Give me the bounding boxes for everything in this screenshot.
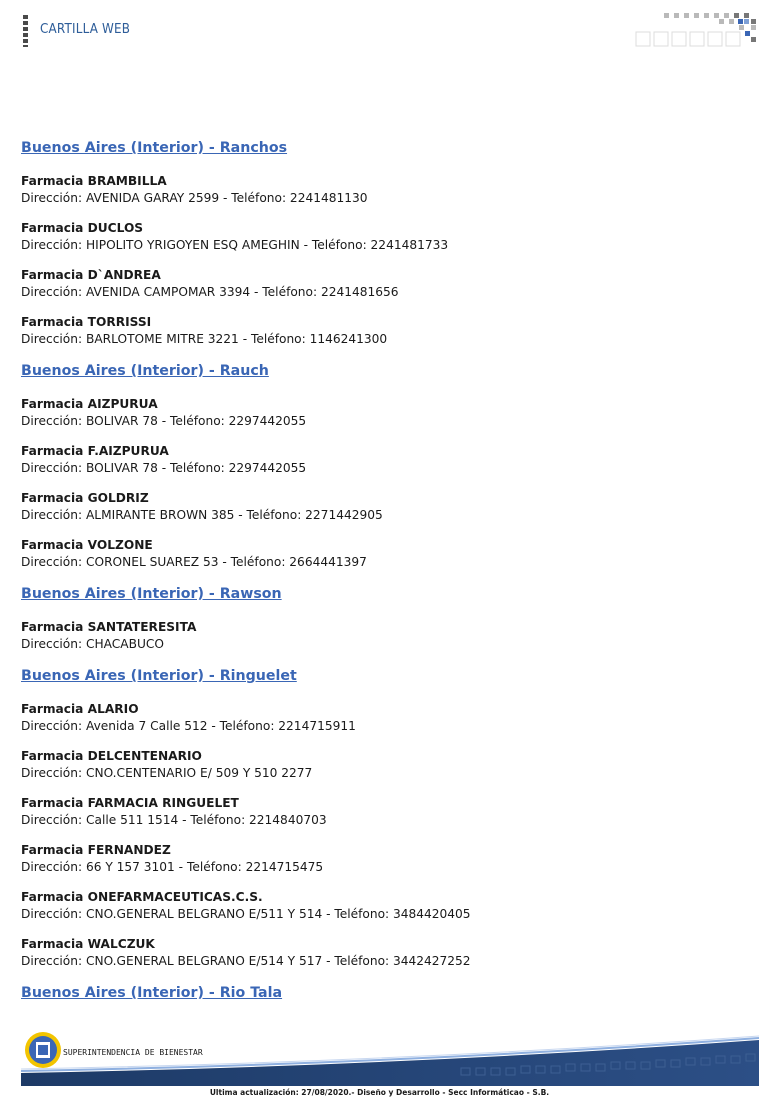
section-title-link[interactable]: Buenos Aires (Interior) - Rio Tala xyxy=(21,985,283,1001)
pharmacy-entry xyxy=(21,267,741,301)
pharmacy-entry xyxy=(21,842,741,876)
section-title-link[interactable]: Buenos Aires (Interior) - Rawson xyxy=(21,586,282,602)
page-title: CARTILLA WEB xyxy=(40,22,131,37)
pharmacy-address: Dirección: CNO.GENERAL BELGRANO E/514 Y 517 - Teléfono: 3442427252 xyxy=(21,954,471,968)
pharmacy-prefix: Farmacia xyxy=(21,620,84,634)
pharmacy-prefix: Farmacia xyxy=(21,491,84,505)
section-title-link[interactable]: Buenos Aires (Interior) - Rauch xyxy=(21,363,269,379)
pharmacy-address: Dirección: BARLOTOME MITRE 3221 - Teléfono: 1146241300 xyxy=(21,332,388,346)
pharmacy-entry xyxy=(21,314,741,348)
pharmacy-address: Dirección: BOLIVAR 78 - Teléfono: 2297442055 xyxy=(21,461,307,475)
pharmacy-name xyxy=(21,701,741,718)
pharmacy-address: Dirección: HIPOLITO YRIGOYEN ESQ AMEGHIN - Teléfono: 2241481733 xyxy=(21,238,449,252)
pharmacy-entry xyxy=(21,701,741,735)
pharmacy-entry xyxy=(21,443,741,477)
footer-update-text: Ultima actualización: 27/08/2020.- Diseño y Desarrollo - Secc Informáticao - S.B. xyxy=(209,1088,550,1097)
pharmacy-name xyxy=(21,267,741,284)
pharmacy-address: Dirección: CHACABUCO xyxy=(21,637,164,651)
header-pixel-pattern-icon xyxy=(634,12,759,48)
section-rauch xyxy=(21,361,741,571)
footer-org-name: SUPERINTENDENCIA DE BIENESTAR xyxy=(63,1048,203,1057)
pharmacy-address: Dirección: CNO.GENERAL BELGRANO E/511 Y 514 - Teléfono: 3484420405 xyxy=(21,907,471,921)
pharmacy-address: Dirección: 66 Y 157 3101 - Teléfono: 2214715475 xyxy=(21,860,324,874)
pharmacy-name-value: GOLDRIZ xyxy=(87,491,149,505)
pharmacy-address: Dirección: CORONEL SUAREZ 53 - Teléfono: 2664441397 xyxy=(21,555,367,569)
pharmacy-name-value: SANTATERESITA xyxy=(87,620,197,634)
pharmacy-name xyxy=(21,396,741,413)
pharmacy-name xyxy=(21,619,741,636)
pharmacy-name xyxy=(21,795,741,812)
pharmacy-prefix: Farmacia xyxy=(21,702,84,716)
pharmacy-name-value: AIZPURUA xyxy=(87,397,158,411)
pharmacy-name-value: ONEFARMACEUTICAS.C.S. xyxy=(87,890,263,904)
pharmacy-name-value: DUCLOS xyxy=(87,221,144,235)
pharmacy-name-value: BRAMBILLA xyxy=(87,174,167,188)
pharmacy-prefix: Farmacia xyxy=(21,268,84,282)
section-title-link[interactable]: Buenos Aires (Interior) - Ranchos xyxy=(21,140,288,156)
pharmacy-name xyxy=(21,936,741,953)
header-stripe-icon xyxy=(23,15,28,47)
pharmacy-name-value: WALCZUK xyxy=(87,937,155,951)
pharmacy-name-value: FARMACIA RINGUELET xyxy=(87,796,239,810)
section-title-link[interactable]: Buenos Aires (Interior) - Ringuelet xyxy=(21,668,297,684)
pharmacy-address: Dirección: Calle 511 1514 - Teléfono: 2214840703 xyxy=(21,813,327,827)
pharmacy-address: Dirección: AVENIDA GARAY 2599 - Teléfono: 2241481130 xyxy=(21,191,368,205)
pharmacy-name xyxy=(21,842,741,859)
pharmacy-prefix: Farmacia xyxy=(21,890,84,904)
pharmacy-entry xyxy=(21,490,741,524)
pharmacy-name-value: D`ANDREA xyxy=(87,268,161,282)
section-ranchos xyxy=(21,138,741,348)
pharmacy-name xyxy=(21,220,741,237)
pharmacy-prefix: Farmacia xyxy=(21,937,84,951)
pharmacy-name xyxy=(21,490,741,507)
pharmacy-entry xyxy=(21,936,741,970)
pharmacy-listing xyxy=(21,138,741,1018)
pharmacy-prefix: Farmacia xyxy=(21,538,84,552)
pharmacy-name-value: F.AIZPURUA xyxy=(87,444,169,458)
pharmacy-name xyxy=(21,537,741,554)
pharmacy-address: Dirección: BOLIVAR 78 - Teléfono: 2297442055 xyxy=(21,414,307,428)
pharmacy-prefix: Farmacia xyxy=(21,444,84,458)
pharmacy-name xyxy=(21,889,741,906)
pharmacy-name-value: DELCENTENARIO xyxy=(87,749,202,763)
pharmacy-entry xyxy=(21,748,741,782)
pharmacy-name-value: VOLZONE xyxy=(87,538,153,552)
seal-icon xyxy=(25,1032,61,1068)
pharmacy-address: Dirección: Avenida 7 Calle 512 - Teléfono: 2214715911 xyxy=(21,719,356,733)
pharmacy-entry xyxy=(21,889,741,923)
pharmacy-address: Dirección: AVENIDA CAMPOMAR 3394 - Teléfono: 2241481656 xyxy=(21,285,399,299)
pharmacy-name-value: ALARIO xyxy=(87,702,139,716)
section-rio-tala xyxy=(21,983,741,1003)
pharmacy-entry xyxy=(21,619,741,653)
pharmacy-name xyxy=(21,314,741,331)
section-rawson xyxy=(21,584,741,653)
footer-banner xyxy=(21,1028,759,1088)
pharmacy-name-value: FERNANDEZ xyxy=(87,843,171,857)
pharmacy-address: Dirección: ALMIRANTE BROWN 385 - Teléfono: 2271442905 xyxy=(21,508,383,522)
section-ringuelet xyxy=(21,666,741,970)
pharmacy-prefix: Farmacia xyxy=(21,315,84,329)
pharmacy-prefix: Farmacia xyxy=(21,397,84,411)
pharmacy-entry xyxy=(21,396,741,430)
pharmacy-prefix: Farmacia xyxy=(21,796,84,810)
pharmacy-entry xyxy=(21,795,741,829)
pharmacy-name xyxy=(21,443,741,460)
pharmacy-prefix: Farmacia xyxy=(21,221,84,235)
pharmacy-entry xyxy=(21,537,741,571)
pharmacy-name xyxy=(21,173,741,190)
pharmacy-address: Dirección: CNO.CENTENARIO E/ 509 Y 510 2277 xyxy=(21,766,313,780)
pharmacy-name xyxy=(21,748,741,765)
pharmacy-entry xyxy=(21,220,741,254)
pharmacy-prefix: Farmacia xyxy=(21,174,84,188)
pharmacy-prefix: Farmacia xyxy=(21,843,84,857)
pharmacy-name-value: TORRISSI xyxy=(87,315,152,329)
pharmacy-prefix: Farmacia xyxy=(21,749,84,763)
pharmacy-entry xyxy=(21,173,741,207)
